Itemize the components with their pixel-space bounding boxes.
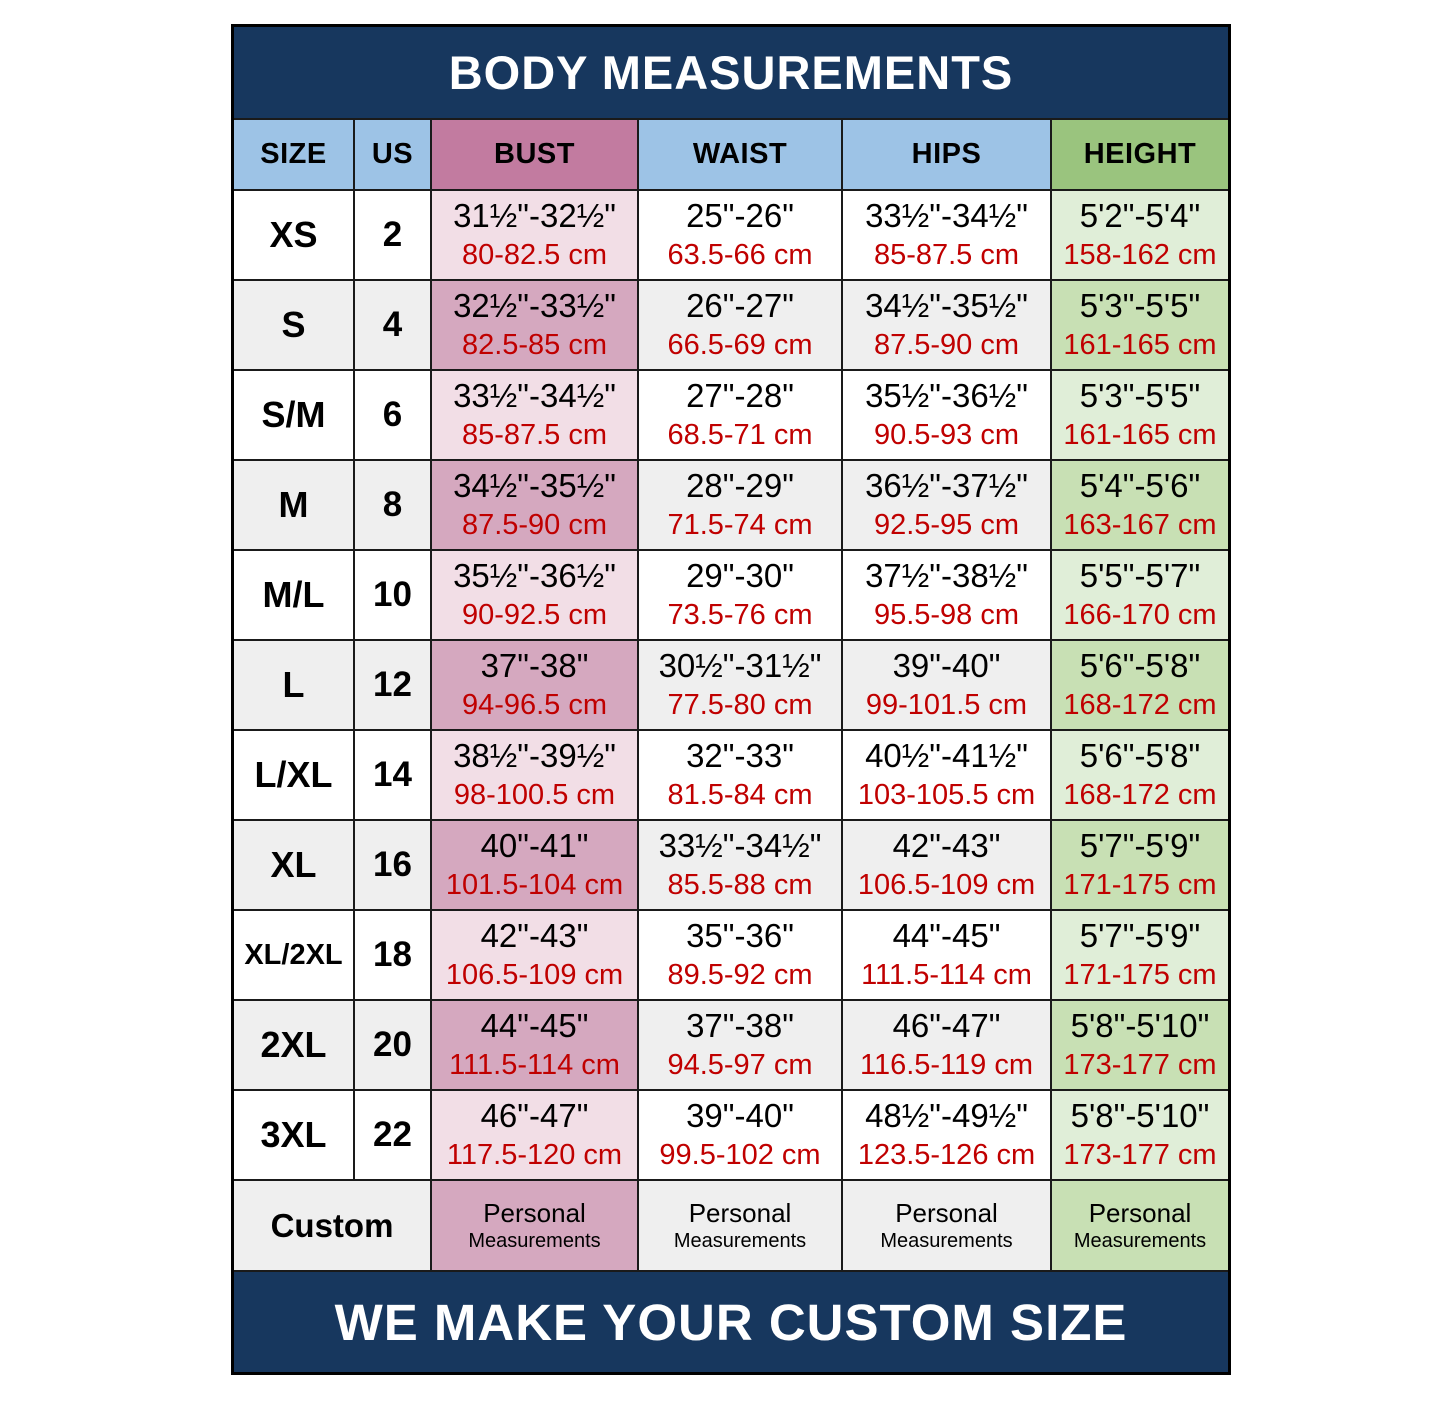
height-cm-value: 166-170 cm	[1063, 598, 1217, 631]
hips-cell	[843, 641, 1052, 729]
waist-cell	[639, 821, 843, 909]
size-label: S	[281, 304, 306, 345]
height-inches-value: 5'8"-5'10"	[1070, 1096, 1210, 1134]
height-inches-value: 5'8"-5'10"	[1070, 1006, 1210, 1044]
waist-cell	[639, 191, 843, 279]
us-size-cell	[355, 191, 432, 279]
hips-cm-value: 92.5-95 cm	[873, 508, 1020, 541]
hips-cell	[843, 551, 1052, 639]
height-cm-value: 163-167 cm	[1063, 508, 1217, 541]
height-inches-value: 5'7"-5'9"	[1079, 826, 1201, 864]
waist-cm-value: 89.5-92 cm	[667, 958, 813, 991]
size-label: 2XL	[260, 1024, 327, 1065]
column-header-us: US	[355, 120, 432, 189]
hips-cm-value: 103-105.5 cm	[857, 778, 1036, 811]
size-label: M/L	[262, 574, 325, 615]
hips-cell	[843, 821, 1052, 909]
size-label: XS	[269, 214, 318, 255]
bust-cm-value: 82.5-85 cm	[461, 328, 608, 361]
us-size-label: 18	[373, 935, 412, 974]
bust-cm-value: 80-82.5 cm	[461, 238, 608, 271]
bust-inches-value: 31½"-32½"	[453, 196, 616, 234]
waist-cm-value: 77.5-80 cm	[667, 688, 813, 721]
bust-cm-value: 85-87.5 cm	[461, 418, 608, 451]
height-cm-value: 171-175 cm	[1063, 868, 1217, 901]
waist-cm-value: 63.5-66 cm	[667, 238, 813, 271]
table-row	[234, 1091, 1228, 1181]
size-cell	[234, 641, 355, 729]
waist-cm-value: 73.5-76 cm	[667, 598, 813, 631]
waist-cell	[639, 371, 843, 459]
hips-cm-value: 123.5-126 cm	[857, 1138, 1036, 1171]
height-inches-value: 5'6"-5'8"	[1079, 646, 1201, 684]
waist-cell	[639, 911, 843, 999]
bust-cell	[432, 641, 639, 729]
us-size-label: 8	[382, 485, 403, 524]
column-header-size: SIZE	[234, 120, 355, 189]
us-size-label: 10	[373, 575, 412, 614]
table-row	[234, 1001, 1228, 1091]
hips-cm-value: 85-87.5 cm	[873, 238, 1020, 271]
hips-cell	[843, 1001, 1052, 1089]
custom-size-row	[234, 1181, 1228, 1272]
bust-cell	[432, 1001, 639, 1089]
hips-cm-value: 116.5-119 cm	[859, 1048, 1034, 1081]
hips-inches-value: 36½"-37½"	[865, 466, 1028, 504]
us-size-cell	[355, 281, 432, 369]
waist-cell	[639, 551, 843, 639]
table-body	[234, 191, 1228, 1181]
height-cm-value: 173-177 cm	[1063, 1138, 1217, 1171]
table-row	[234, 551, 1228, 641]
column-header-row	[234, 120, 1228, 191]
bust-cell	[432, 281, 639, 369]
height-cell	[1052, 821, 1228, 909]
hips-inches-value: 40½"-41½"	[865, 736, 1028, 774]
height-cell	[1052, 461, 1228, 549]
height-cell	[1052, 551, 1228, 639]
waist-cell	[639, 731, 843, 819]
us-size-label: 4	[382, 305, 403, 344]
size-label: L/XL	[254, 754, 333, 795]
waist-inches-value: 25"-26"	[686, 196, 794, 234]
bust-cm-value: 90-92.5 cm	[461, 598, 608, 631]
custom-height-cell	[1052, 1181, 1228, 1270]
height-cm-value: 158-162 cm	[1063, 238, 1217, 271]
waist-inches-value: 39"-40"	[686, 1096, 794, 1134]
hips-cm-value: 111.5-114 cm	[861, 958, 1032, 991]
hips-cell	[843, 281, 1052, 369]
us-size-label: 12	[373, 665, 412, 704]
bust-cell	[432, 911, 639, 999]
bust-cm-value: 98-100.5 cm	[453, 778, 616, 811]
page-title: BODY MEASUREMENTS	[448, 46, 1014, 99]
measurements-label: Measurements	[673, 1230, 807, 1253]
size-label: XL	[270, 844, 317, 885]
bust-inches-value: 37"-38"	[480, 646, 589, 684]
hips-cm-value: 106.5-109 cm	[857, 868, 1036, 901]
us-size-label: 14	[373, 755, 412, 794]
waist-cm-value: 68.5-71 cm	[667, 418, 813, 451]
us-size-cell	[355, 641, 432, 729]
table-row	[234, 371, 1228, 461]
us-size-label: 20	[373, 1025, 412, 1064]
waist-inches-value: 37"-38"	[686, 1006, 794, 1044]
height-inches-value: 5'5"-5'7"	[1079, 556, 1201, 594]
bust-cm-value: 111.5-114 cm	[449, 1048, 620, 1081]
height-cell	[1052, 281, 1228, 369]
height-inches-value: 5'3"-5'5"	[1079, 286, 1201, 324]
hips-cm-value: 87.5-90 cm	[873, 328, 1020, 361]
height-inches-value: 5'2"-5'4"	[1079, 196, 1201, 234]
size-label: S/M	[261, 394, 326, 435]
us-size-cell	[355, 911, 432, 999]
waist-cell	[639, 461, 843, 549]
size-cell	[234, 461, 355, 549]
hips-cell	[843, 371, 1052, 459]
waist-cm-value: 99.5-102 cm	[659, 1138, 821, 1171]
height-cell	[1052, 911, 1228, 999]
bust-inches-value: 32½"-33½"	[453, 286, 616, 324]
waist-cm-value: 71.5-74 cm	[667, 508, 813, 541]
table-row	[234, 461, 1228, 551]
bust-cm-value: 117.5-120 cm	[446, 1138, 623, 1171]
waist-inches-value: 28"-29"	[686, 466, 794, 504]
height-cell	[1052, 641, 1228, 729]
us-size-cell	[355, 731, 432, 819]
custom-bust-cell	[432, 1181, 639, 1270]
waist-inches-value: 32"-33"	[686, 736, 794, 774]
size-label: L	[282, 664, 305, 705]
size-cell	[234, 1091, 355, 1179]
hips-cell	[843, 461, 1052, 549]
size-cell	[234, 281, 355, 369]
waist-cm-value: 94.5-97 cm	[667, 1048, 813, 1081]
us-size-label: 22	[373, 1115, 412, 1154]
bust-cell	[432, 191, 639, 279]
us-size-cell	[355, 1091, 432, 1179]
height-inches-value: 5'3"-5'5"	[1079, 376, 1201, 414]
us-size-cell	[355, 551, 432, 639]
waist-cell	[639, 1091, 843, 1179]
hips-cell	[843, 191, 1052, 279]
height-cm-value: 168-172 cm	[1063, 778, 1217, 811]
measurements-label: Measurements	[880, 1230, 1013, 1253]
column-header-bust: BUST	[432, 120, 639, 189]
waist-inches-value: 26"-27"	[686, 286, 794, 324]
size-label: M	[278, 484, 309, 525]
height-inches-value: 5'7"-5'9"	[1079, 916, 1201, 954]
bust-cell	[432, 731, 639, 819]
height-inches-value: 5'6"-5'8"	[1079, 736, 1201, 774]
hips-inches-value: 44"-45"	[892, 916, 1001, 954]
height-cm-value: 173-177 cm	[1063, 1048, 1217, 1081]
bust-cell	[432, 551, 639, 639]
us-size-label: 6	[382, 395, 403, 434]
height-cell	[1052, 1091, 1228, 1179]
hips-cell	[843, 731, 1052, 819]
bust-cell	[432, 1091, 639, 1179]
hips-inches-value: 39"-40"	[892, 646, 1001, 684]
waist-cm-value: 81.5-84 cm	[667, 778, 813, 811]
hips-inches-value: 35½"-36½"	[865, 376, 1028, 414]
hips-cm-value: 95.5-98 cm	[873, 598, 1020, 631]
hips-cm-value: 90.5-93 cm	[873, 418, 1020, 451]
waist-cell	[639, 281, 843, 369]
bust-inches-value: 42"-43"	[480, 916, 589, 954]
table-row	[234, 911, 1228, 1001]
size-label: XL/2XL	[244, 938, 343, 971]
bust-inches-value: 40"-41"	[480, 826, 589, 864]
hips-inches-value: 48½"-49½"	[865, 1096, 1028, 1134]
hips-inches-value: 46"-47"	[892, 1006, 1001, 1044]
custom-label-cell: Custom	[234, 1181, 432, 1270]
hips-inches-value: 37½"-38½"	[865, 556, 1028, 594]
bust-cell	[432, 371, 639, 459]
size-cell	[234, 551, 355, 639]
size-chart-table	[231, 24, 1231, 1375]
title-band	[234, 27, 1228, 120]
personal-label: Personal	[1088, 1197, 1192, 1228]
table-row	[234, 641, 1228, 731]
size-cell	[234, 371, 355, 459]
table-row	[234, 821, 1228, 911]
waist-cm-value: 66.5-69 cm	[667, 328, 813, 361]
size-cell	[234, 911, 355, 999]
personal-label: Personal	[895, 1197, 998, 1228]
column-header-hips: HIPS	[843, 120, 1052, 189]
us-size-cell	[355, 461, 432, 549]
size-cell	[234, 731, 355, 819]
bust-cm-value: 87.5-90 cm	[461, 508, 608, 541]
bust-cell	[432, 821, 639, 909]
custom-hips-cell	[843, 1181, 1052, 1270]
height-cm-value: 161-165 cm	[1063, 418, 1217, 451]
waist-cm-value: 85.5-88 cm	[667, 868, 813, 901]
bust-inches-value: 46"-47"	[480, 1096, 589, 1134]
bust-inches-value: 34½"-35½"	[453, 466, 616, 504]
waist-inches-value: 30½"-31½"	[658, 646, 822, 684]
size-label: 3XL	[260, 1114, 327, 1155]
height-cm-value: 168-172 cm	[1063, 688, 1217, 721]
bust-inches-value: 38½"-39½"	[453, 736, 616, 774]
hips-inches-value: 34½"-35½"	[865, 286, 1028, 324]
bust-inches-value: 33½"-34½"	[453, 376, 616, 414]
personal-label: Personal	[688, 1197, 792, 1228]
table-row	[234, 191, 1228, 281]
size-cell	[234, 1001, 355, 1089]
height-cm-value: 171-175 cm	[1063, 958, 1217, 991]
size-cell	[234, 191, 355, 279]
footer-band	[234, 1272, 1228, 1372]
table-row	[234, 281, 1228, 371]
us-size-cell	[355, 821, 432, 909]
size-cell	[234, 821, 355, 909]
hips-cm-value: 99-101.5 cm	[865, 688, 1028, 721]
height-cell	[1052, 191, 1228, 279]
hips-inches-value: 33½"-34½"	[865, 196, 1028, 234]
bust-cm-value: 106.5-109 cm	[445, 958, 624, 991]
column-header-waist: WAIST	[639, 120, 843, 189]
us-size-label: 2	[382, 215, 403, 254]
hips-cell	[843, 911, 1052, 999]
bust-cm-value: 94-96.5 cm	[461, 688, 608, 721]
table-row	[234, 731, 1228, 821]
column-header-height: HEIGHT	[1052, 120, 1228, 189]
waist-inches-value: 29"-30"	[686, 556, 794, 594]
us-size-cell	[355, 1001, 432, 1089]
height-cell	[1052, 1001, 1228, 1089]
personal-label: Personal	[483, 1197, 586, 1228]
waist-cell	[639, 641, 843, 729]
us-size-label: 16	[373, 845, 412, 884]
bust-inches-value: 44"-45"	[480, 1006, 589, 1044]
hips-inches-value: 42"-43"	[892, 826, 1001, 864]
height-cm-value: 161-165 cm	[1063, 328, 1217, 361]
bust-cm-value: 101.5-104 cm	[445, 868, 624, 901]
waist-cell	[639, 1001, 843, 1089]
height-cell	[1052, 731, 1228, 819]
hips-cell	[843, 1091, 1052, 1179]
measurements-label: Measurements	[1073, 1230, 1207, 1253]
waist-inches-value: 27"-28"	[686, 376, 794, 414]
height-cell	[1052, 371, 1228, 459]
waist-inches-value: 35"-36"	[686, 916, 794, 954]
waist-inches-value: 33½"-34½"	[658, 826, 822, 864]
height-inches-value: 5'4"-5'6"	[1079, 466, 1201, 504]
us-size-cell	[355, 371, 432, 459]
bust-inches-value: 35½"-36½"	[453, 556, 616, 594]
measurements-label: Measurements	[468, 1230, 601, 1253]
custom-waist-cell	[639, 1181, 843, 1270]
footer-text: WE MAKE YOUR CUSTOM SIZE	[334, 1293, 1128, 1351]
bust-cell	[432, 461, 639, 549]
